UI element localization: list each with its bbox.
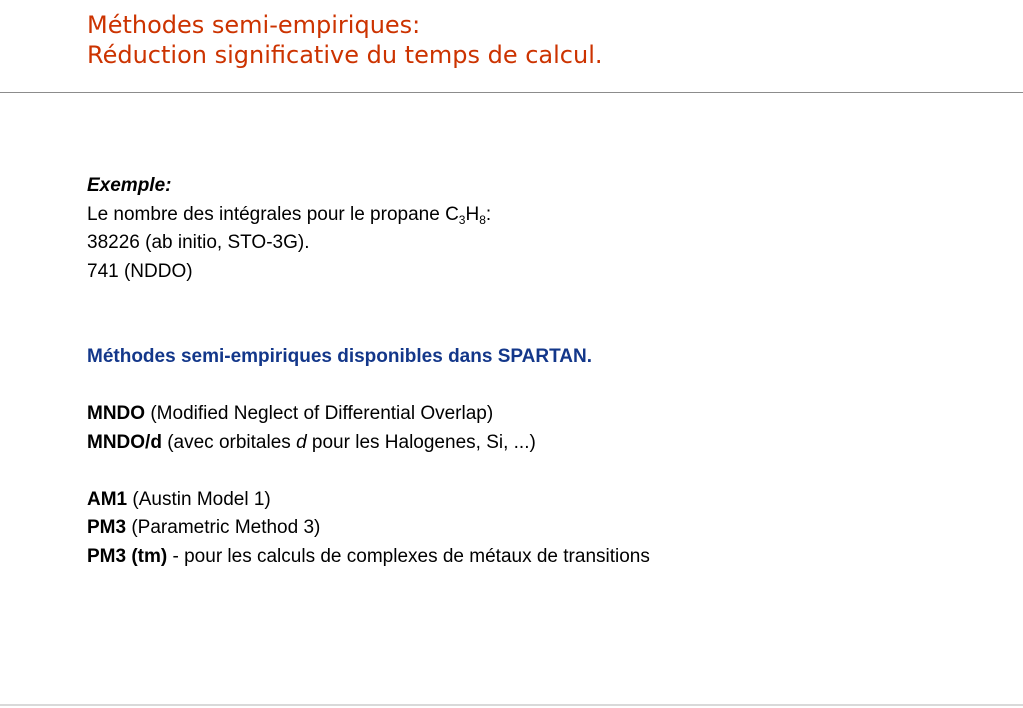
method-desc: - pour les calculs de complexes de métaux de transitions	[167, 545, 650, 567]
spacer	[87, 286, 650, 343]
title-line-1: Méthodes semi-empiriques:	[87, 11, 421, 39]
method-item-mndo-d	[87, 429, 650, 458]
method-desc: (Parametric Method 3)	[126, 517, 321, 538]
example-heading: Exemple:	[87, 175, 172, 196]
slide-body	[87, 172, 650, 571]
method-name: PM3 (tm)	[87, 545, 168, 567]
example-nddo: 741 (NDDO)	[87, 260, 193, 282]
method-desc: (Modified Neglect of Differential Overlap)	[145, 403, 494, 424]
bottom-border	[0, 704, 1023, 706]
method-item-mndo	[87, 400, 650, 429]
method-desc: (Austin Model 1)	[127, 488, 271, 510]
example-ab-initio: 38226 (ab initio, STO-3G).	[87, 232, 310, 253]
method-desc-italic: d	[296, 431, 307, 453]
methods-heading: Méthodes semi-empiriques disponibles dans SPARTAN.	[87, 346, 592, 367]
method-desc-pre: (avec orbitales	[161, 431, 297, 453]
spacer	[87, 372, 650, 401]
slide-title	[87, 10, 602, 70]
hydrogen-subscript: 8	[479, 212, 486, 227]
carbon-subscript: 3	[458, 212, 466, 227]
example-sentence-prefix: Le nombre des intégrales pour le propane C	[87, 203, 459, 225]
example-sentence	[87, 201, 650, 230]
method-name: AM1	[87, 488, 128, 510]
method-item-pm3-tm	[87, 543, 650, 572]
spacer	[87, 457, 650, 486]
method-item-pm3	[87, 514, 650, 543]
method-desc-post: pour les Halogenes, Si, ...)	[306, 431, 536, 453]
title-line-2: Réduction significative du temps de calcul.	[87, 41, 603, 69]
method-name: MNDO/d	[87, 431, 162, 453]
hydrogen-symbol: H	[465, 203, 480, 225]
method-name: MNDO	[87, 403, 146, 424]
method-name: PM3	[87, 517, 127, 538]
title-divider	[0, 92, 1023, 93]
example-sentence-suffix: :	[485, 203, 492, 225]
method-item-am1	[87, 486, 650, 515]
